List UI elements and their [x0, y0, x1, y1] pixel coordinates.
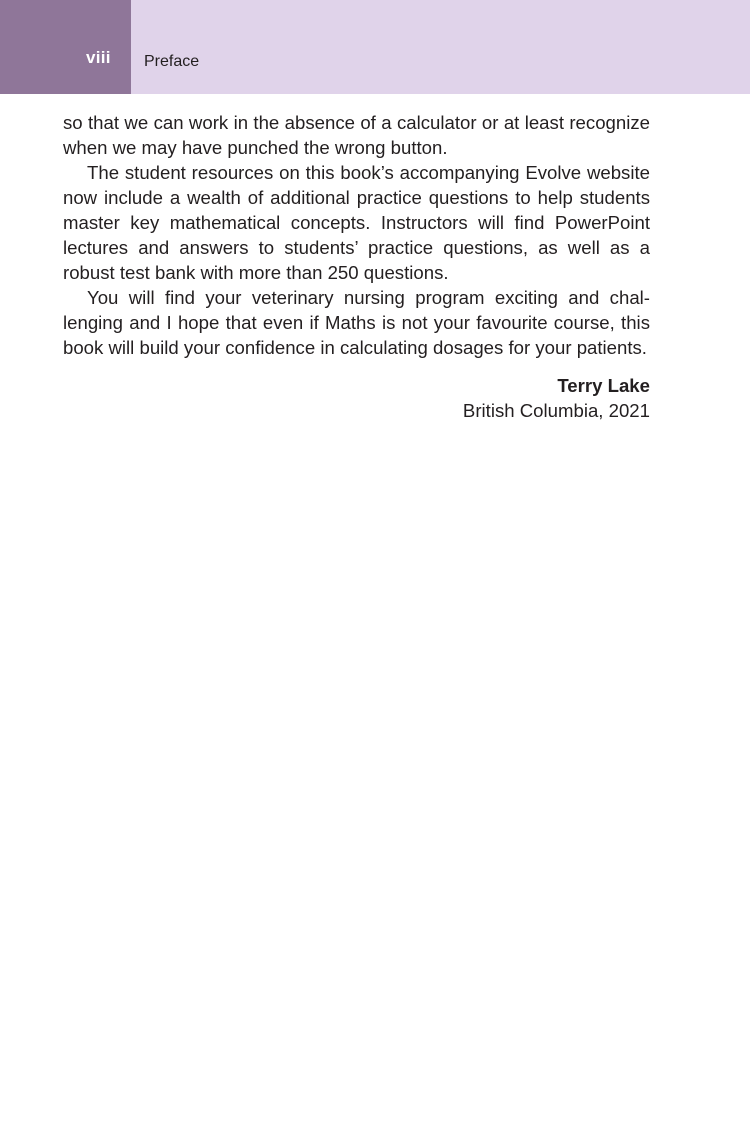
folio-box [0, 0, 131, 94]
body-text [63, 110, 650, 423]
author-place-date: British Columbia, 2021 [462, 400, 650, 421]
author-name: Terry Lake [557, 375, 650, 396]
page-number: viii [86, 48, 111, 67]
paragraph-closing: You will find your veterinary nursing program exciting and challenging and I hope that even if Maths is not your favourite course, this book will build your confidence in calculating dosages for your patients. [63, 287, 650, 358]
signature-block [63, 373, 650, 423]
paragraph-continued: so that we can work in the absence of a calculator or at least recognize when we may have punched the wrong button. [63, 112, 650, 158]
header-band [0, 0, 750, 94]
paragraph-student-resources: The student resources on this book’s accompanying Evolve website now include a wealth of additional practice questions to help students master key mathematical concepts. Instructors will find PowerPoint lectures and answers to students’ practice questions, as well as a robust test bank with more than 250 questions. [63, 162, 650, 283]
running-head: Preface [144, 53, 200, 70]
